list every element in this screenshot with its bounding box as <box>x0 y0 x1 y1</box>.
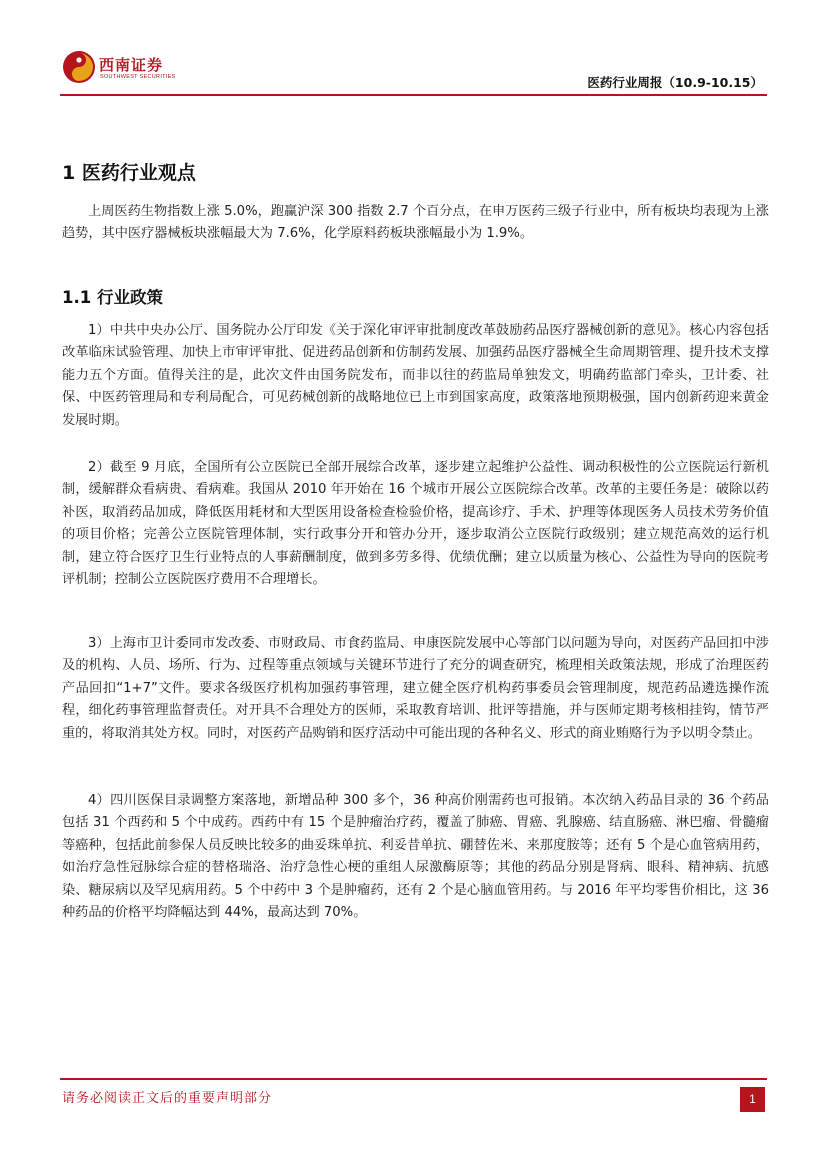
header-divider <box>60 94 767 96</box>
section-intro-paragraph: 上周医药生物指数上涨 5.0%，跑赢沪深 300 指数 2.7 个百分点，在申万医药三级子行业中，所有板块均表现为上涨趋势，其中医疗器械板块涨幅最大为 7.6%，化学原料药板块涨幅最小为 1.9%。 <box>62 204 769 242</box>
page-number: 1 <box>740 1087 765 1112</box>
report-title: 医药行业周报（10.9-10.15） <box>587 75 763 90</box>
policy-paragraph-1: 1）中共中央办公厅、国务院办公厅印发《关于深化审评审批制度改革鼓励药品医疗器械创新的意见》。核心内容包括改革临床试验管理、加快上市审评审批、促进药品创新和仿制药发展、加强药品医疗器械全生命周期管理、提升技术支撑能力五个方面。值得关注的是，此次文件由国务院发布，而非以往的药监局单独发文，明确药监部门牵头，卫计委、社保、中医药管理局和专利局配合，可见药械创新的战略地位已上市到国家高度，政策落地预期极强，国内创新药迎来黄金发展时期。 <box>62 323 769 428</box>
policy-paragraph-3: 3）上海市卫计委同市发改委、市财政局、市食药监局、申康医院发展中心等部门以问题为导向，对医药产品回扣中涉及的机构、人员、场所、行为、过程等重点领域与关键环节进行了充分的调查研究，梳理相关政策法规，形成了治理医药产品回扣“1+7”文件。要求各级医疗机构加强药事管理，建立健全医疗机构药事委员会管理制度，规范药品遴选操作流程，细化药事管理监督责任。对开具不合理处方的医师，采取教育培训、批评等措施，并与医师定期考核相挂钩，情节严重的，将取消其处方权。同时，对医药产品购销和医疗活动中可能出现的各种名义、形式的商业贿赂行为予以明令禁止。 <box>62 636 769 741</box>
footer-divider <box>60 1078 767 1080</box>
footer-disclaimer: 请务必阅读正文后的重要声明部分 <box>62 1091 273 1106</box>
policy-paragraph-4: 4）四川医保目录调整方案落地，新增品种 300 多个，36 种高价刚需药也可报销。本次纳入药品目录的 36 个药品包括 31 个西药和 5 个中成药。西药中有 15 个是肿瘤治疗药，覆盖了肺癌、胃癌、乳腺癌、结直肠癌、淋巴瘤、骨髓瘤等癌种，包括此前参保人员反映比较多的曲妥珠单抗、利妥昔单抗、硼替佐米、来那度胺等；还有 5 个是心血管病用药，如治疗急性冠脉综合症的替格瑞洛、治疗急性心梗的重组人尿激酶原等；其他的药品分别是肾病、眼科、精神病、抗感染、糖尿病以及罕见病用药。5 个中药中 3 个是肿瘤药，还有 2 个是心脑血管用药。与 2016 年平均零售价相比，这 36 种药品的价格平均降幅达到 44%，最高达到 70%。 <box>62 793 769 921</box>
logo-english-name: SOUTHWEST SECURITIES <box>100 74 176 80</box>
logo-chinese-name: 西南证券 <box>99 56 164 74</box>
company-logo <box>62 50 177 88</box>
policy-paragraph-2: 2）截至 9 月底，全国所有公立医院已全部开展综合改革，逐步建立起维护公益性、调动积极性的公立医院运行新机制，缓解群众看病贵、看病难。我国从 2010 年开始在 16 个城市开展公立医院综合改革。改革的主要任务是：破除以药补医，取消药品加成，降低医用耗材和大型医用设备检查检验价格，提高诊疗、手术、护理等体现医务人员技术劳务价值的项目价格；完善公立医院管理体制，实行政事分开和管办分开，逐步取消公立医院行政级别；建立规范高效的运行机制，建立符合医疗卫生行业特点的人事薪酬制度，做到多劳多得、优绩优酬；建立以质量为核心、公益性为导向的医院考评机制；控制公立医院医疗费用不合理增长。 <box>62 460 769 588</box>
section-heading: 1 医药行业观点 <box>62 162 196 184</box>
subsection-heading: 1.1 行业政策 <box>62 288 163 307</box>
logo-mark-icon <box>62 50 96 84</box>
